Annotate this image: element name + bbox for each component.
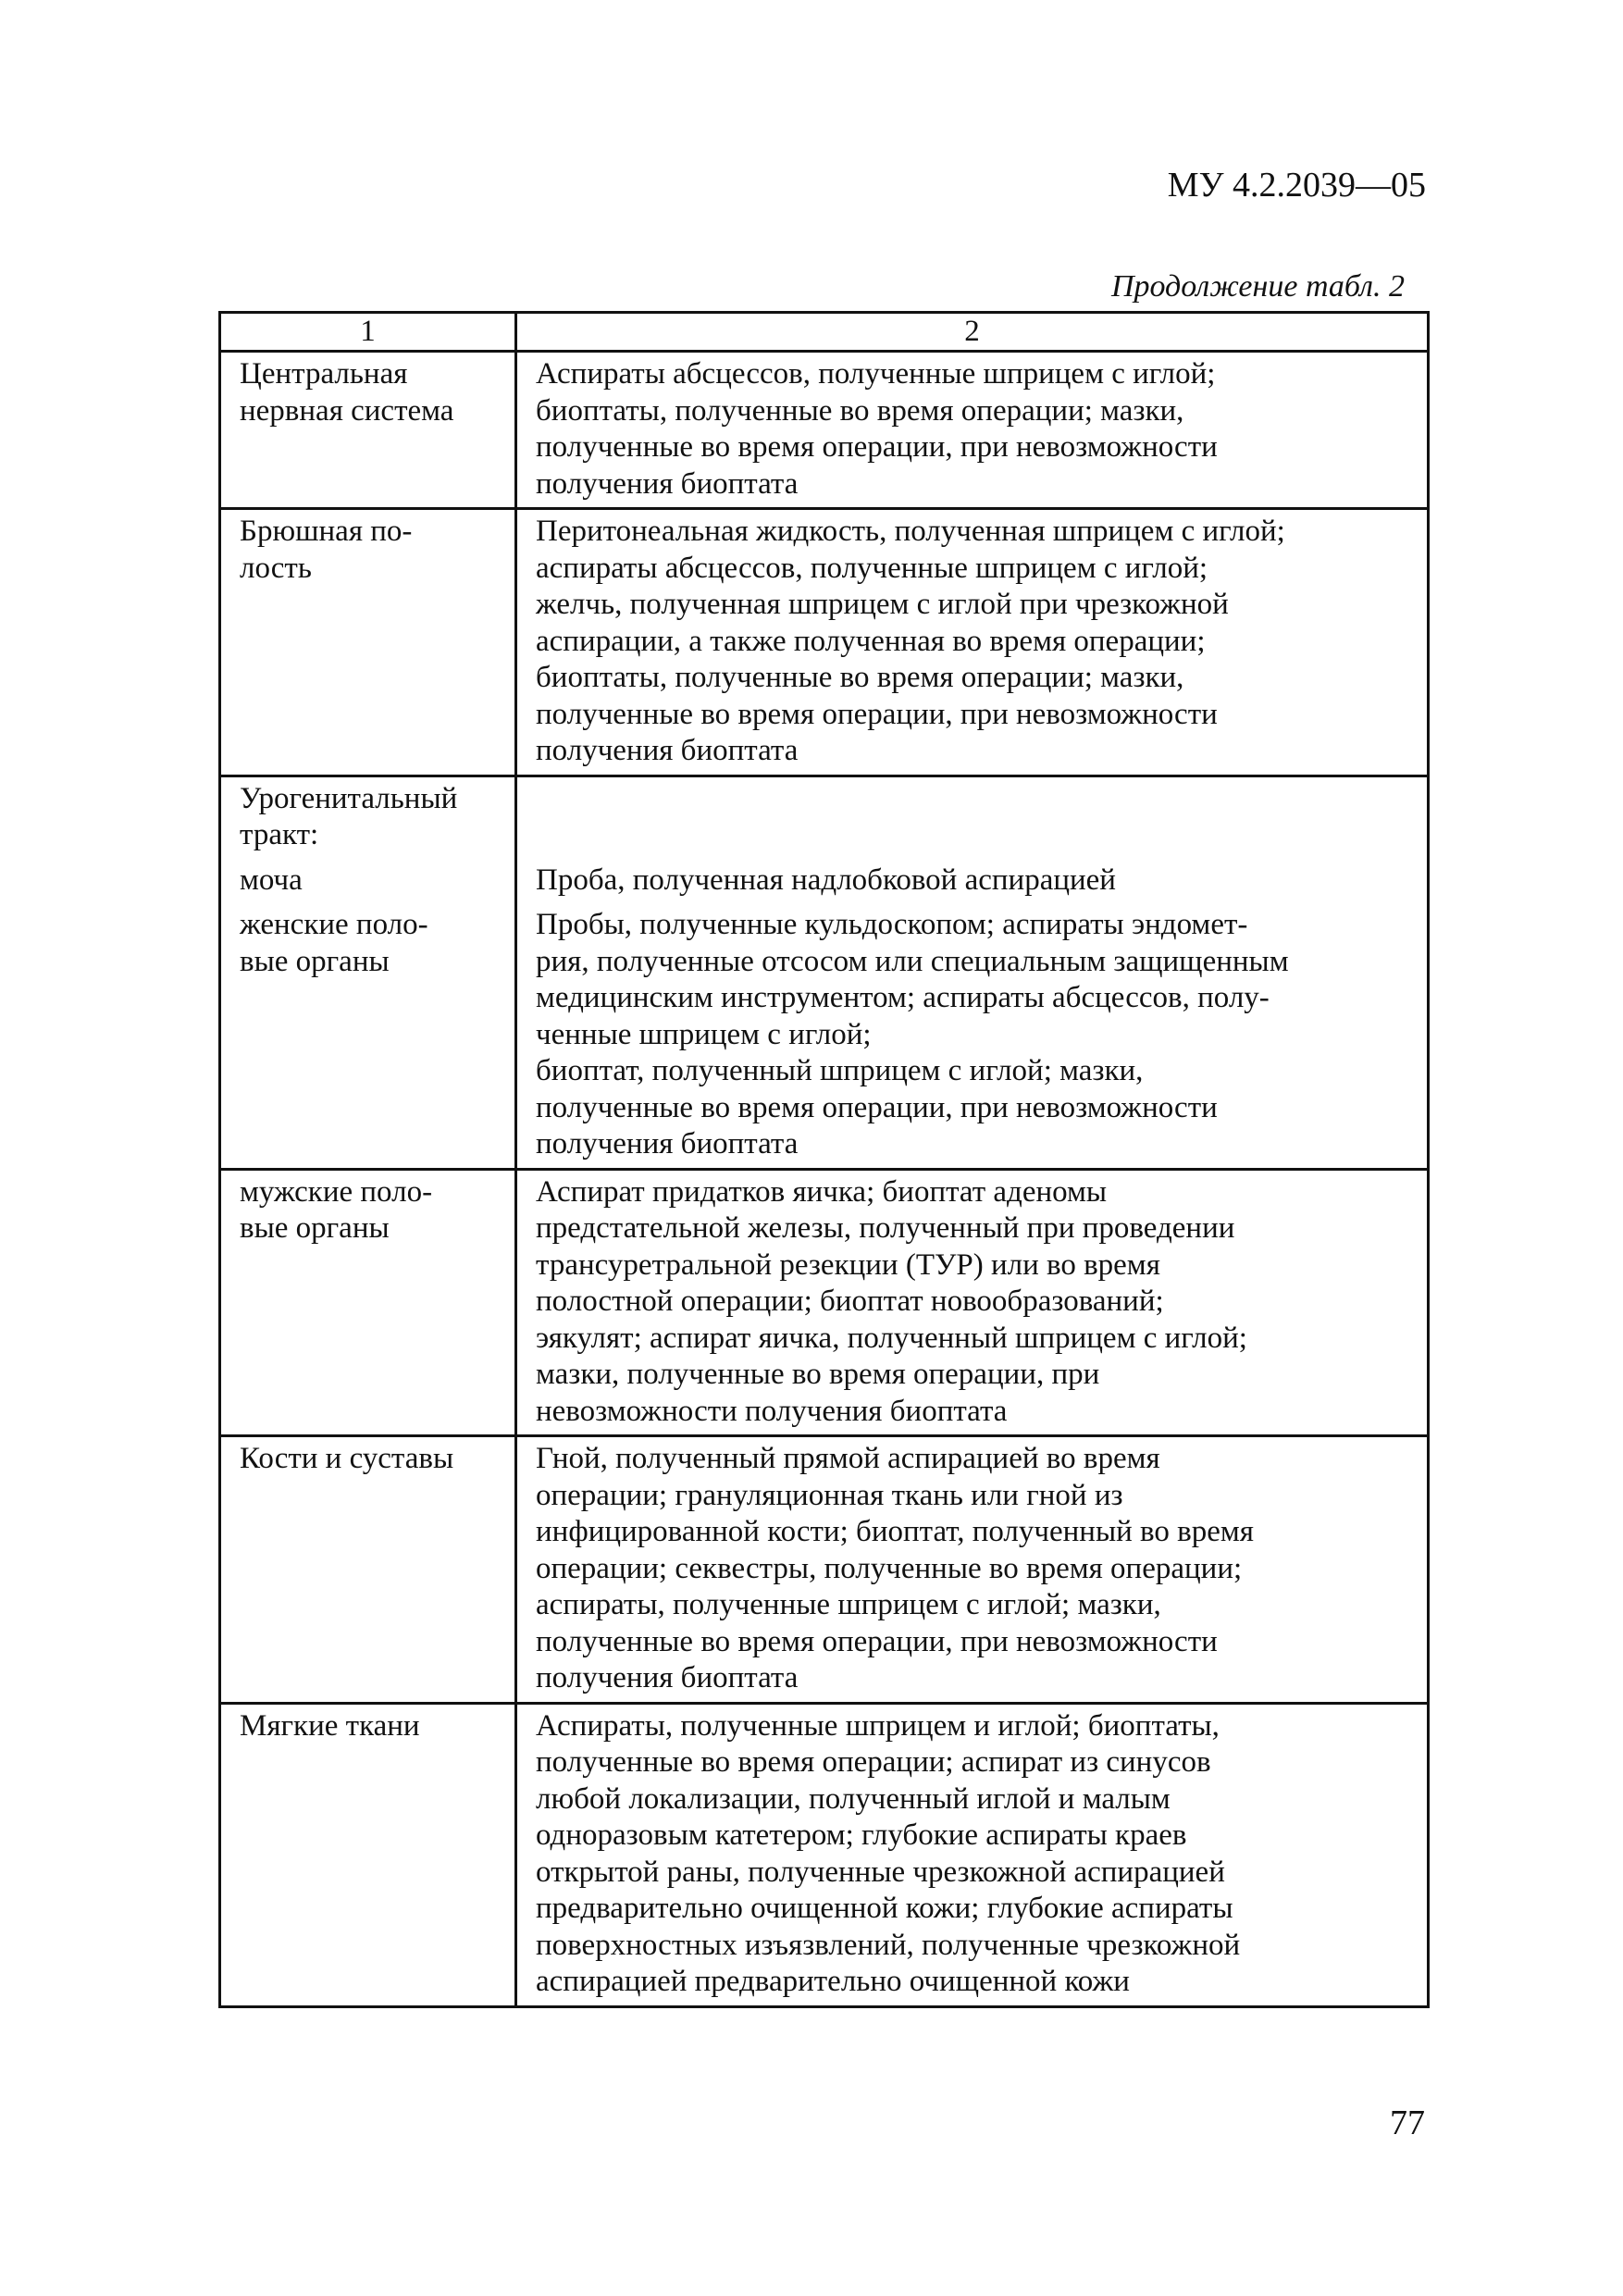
- specimen-line: трансуретральной резекции (ТУР) или во время: [536, 1247, 1160, 1282]
- specimen-line: предстательной железы, полученный при проведении: [536, 1211, 1235, 1245]
- specimen-line: полученные во время операции, при невозможности: [536, 1624, 1218, 1658]
- site-cell: [220, 776, 516, 1169]
- specimen-line: мазки, полученные во время операции, при: [536, 1358, 1100, 1391]
- site-line: Брюшная по-: [240, 515, 413, 548]
- specimen-line: операции; грануляционная ткань или гной из: [536, 1478, 1123, 1512]
- table-row: [220, 1436, 1429, 1704]
- specimen-line: полученные во время операции; аспират из синусов: [536, 1745, 1211, 1779]
- table-row: [220, 352, 1429, 509]
- site-line: женские поло-: [240, 908, 428, 941]
- site-cell: [220, 509, 516, 776]
- specimen-line: аспирации, а также полученная во время операции;: [536, 624, 1206, 658]
- specimen-line: любой локализации, полученный иглой и малым: [536, 1781, 1171, 1816]
- specimen-line: [536, 817, 1418, 854]
- specimen-cell: [516, 1436, 1429, 1704]
- site-line: Мягкие ткани: [240, 1708, 420, 1743]
- site-heading-line: тракт:: [240, 818, 319, 851]
- specimen-line: аспираты абсцессов, полученные шприцем с иглой;: [536, 551, 1208, 585]
- specimen-line: рия, полученные отсосом или специальным защищенным: [536, 944, 1289, 978]
- site-heading-line: Урогенитальный: [240, 781, 458, 815]
- site-line: вые органы: [240, 1211, 390, 1245]
- specimen-cell: [516, 1703, 1429, 2006]
- table-header-row: [220, 313, 1429, 352]
- site-line: мужские поло-: [240, 1174, 433, 1209]
- specimen-cell: [516, 352, 1429, 509]
- specimen-table-container: [218, 311, 1427, 2008]
- specimen-line: Аспираты, полученные шприцем и иглой; биоптаты,: [536, 1708, 1220, 1743]
- specimen-line: невозможности получения биоптата: [536, 1394, 1008, 1428]
- specimen-line: получения биоптата: [536, 1127, 799, 1160]
- specimen-line: Проба, полученная надлобковой аспирацией: [536, 863, 1116, 897]
- site-cell: [220, 1436, 516, 1704]
- specimen-table: [218, 311, 1430, 2008]
- site-cell: [220, 1169, 516, 1436]
- specimen-line: инфицированной кости; биоптат, полученный во время: [536, 1515, 1254, 1548]
- site-line: нервная система: [240, 393, 454, 428]
- table-row: [220, 1703, 1429, 2006]
- specimen-line: Аспираты абсцессов, полученные шприцем с иглой;: [536, 357, 1216, 391]
- specimen-line: предварительно очищенной кожи; глубокие аспираты: [536, 1892, 1233, 1925]
- specimen-line: Гной, полученный прямой аспирацией во время: [536, 1442, 1160, 1475]
- table-row: [220, 509, 1429, 776]
- specimen-line: ченные шприцем с иглой;: [536, 1017, 872, 1051]
- specimen-line: получения биоптата: [536, 734, 799, 767]
- specimen-line: Перитонеальная жидкость, полученная шприцем с иглой;: [536, 515, 1285, 548]
- specimen-line: аспирацией предварительно очищенной кожи: [536, 1965, 1130, 1998]
- specimen-cell: [516, 509, 1429, 776]
- specimen-line: биоптат, полученный шприцем с иглой; мазки,: [536, 1054, 1144, 1087]
- specimen-line: получения биоптата: [536, 1661, 799, 1694]
- specimen-line: биоптаты, полученные во время операции; мазки,: [536, 661, 1184, 694]
- specimen-line: Аспират придатков яичка; биоптат аденомы: [536, 1174, 1108, 1209]
- specimen-cell: [516, 776, 1429, 1169]
- specimen-line: полостной операции; биоптат новообразований;: [536, 1285, 1164, 1318]
- specimen-line: операции; секвестры, полученные во время операции;: [536, 1551, 1243, 1585]
- site-line: Кости и суставы: [240, 1442, 454, 1475]
- site-line: лость: [240, 551, 312, 585]
- specimen-line: одноразовым катетером; глубокие аспираты краев: [536, 1818, 1187, 1852]
- specimen-line: поверхностных изъязвлений, полученные чрезкожной: [536, 1928, 1241, 1962]
- specimen-line: полученные во время операции, при невозможности: [536, 1090, 1218, 1124]
- site-line: Центральная: [240, 357, 408, 391]
- specimen-line: получения биоптата: [536, 466, 799, 501]
- table-row: [220, 776, 1429, 1169]
- specimen-line: медицинским инструментом; аспираты абсцессов, полу-: [536, 981, 1270, 1014]
- specimen-cell: [516, 1169, 1429, 1436]
- specimen-line: открытой раны, полученные чрезкожной аспирацией: [536, 1855, 1225, 1889]
- specimen-line: Пробы, полученные кульдоскопом; аспираты эндомет-: [536, 908, 1248, 941]
- site-cell: [220, 1703, 516, 2006]
- site-line: моча: [240, 863, 303, 897]
- specimen-line: аспираты, полученные шприцем с иглой; мазки,: [536, 1588, 1161, 1621]
- document-code: МУ 4.2.2039—05: [1167, 166, 1426, 205]
- specimen-line: эякулят; аспират яичка, полученный шприцем с иглой;: [536, 1321, 1247, 1355]
- site-cell: [220, 352, 516, 509]
- page-number: 77: [1390, 2104, 1425, 2142]
- specimen-line: полученные во время операции, при невозможности: [536, 697, 1218, 731]
- table-continuation-caption: Продолжение табл. 2: [1110, 269, 1405, 304]
- specimen-line: желчь, полученная шприцем с иглой при чрезкожной: [536, 588, 1229, 621]
- specimen-line: биоптаты, полученные во время операции; мазки,: [536, 393, 1184, 428]
- specimen-line: полученные во время операции, при невозможности: [536, 430, 1218, 464]
- column-header-2: 2: [516, 313, 1429, 352]
- table-row: [220, 1169, 1429, 1436]
- column-header-1: 1: [220, 313, 516, 352]
- specimen-line: [536, 781, 1418, 818]
- site-line: вые органы: [240, 944, 390, 978]
